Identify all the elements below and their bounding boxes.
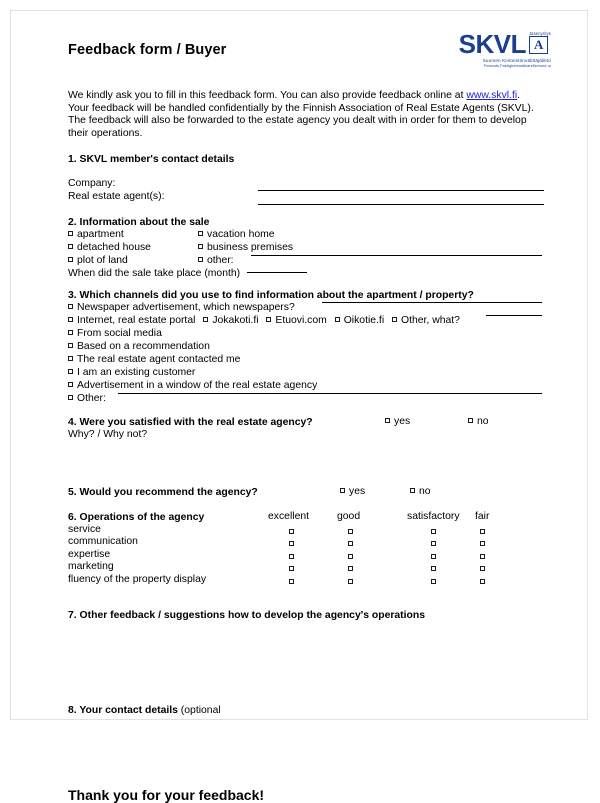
- column-header-good: good: [337, 510, 361, 522]
- option-label: Internet, real estate portal: [77, 315, 196, 327]
- option-label: no: [419, 485, 431, 497]
- checkbox-satisfied-yes[interactable]: [385, 416, 410, 427]
- checkbox-icon: [68, 356, 73, 361]
- option-label: apartment: [77, 229, 124, 241]
- option-label: Jokakoti.fi: [212, 315, 259, 327]
- option-label: yes: [349, 485, 366, 497]
- section-3-window-ad-row: [65, 380, 547, 393]
- checkbox-window-advertisement[interactable]: [68, 380, 317, 391]
- logo-subtitle-sv: Finlands Fastighetsmäklareförbund ry: [483, 64, 551, 68]
- channel-other-input-line[interactable]: [118, 393, 542, 394]
- section-1-write-lines: [258, 177, 544, 205]
- section-6-heading: 6. Operations of the agency: [68, 511, 205, 523]
- section-2-row-1: [65, 229, 547, 242]
- checkbox-icon: [266, 317, 271, 322]
- checkbox-icon: [480, 554, 485, 559]
- option-label: Newspaper advertisement, which newspapers?: [77, 302, 295, 314]
- portal-other-input-line[interactable]: [486, 315, 542, 316]
- section-4: [65, 416, 547, 441]
- checkbox-icon: [480, 529, 485, 534]
- section-3-other-row: [65, 393, 547, 406]
- checkbox-icon: [289, 554, 294, 559]
- sale-month-input-line[interactable]: [247, 272, 307, 273]
- checkbox-icon: [198, 244, 203, 249]
- checkbox-business-premises[interactable]: [198, 242, 293, 255]
- checkbox-newspaper-ad[interactable]: [68, 302, 295, 313]
- checkbox-icon: [289, 541, 294, 546]
- section-7-answer-area[interactable]: [65, 622, 547, 658]
- row-label-marketing: marketing: [68, 561, 114, 573]
- section-5-heading: 5. Would you recommend the agency?: [68, 486, 258, 498]
- checkbox-other-sale-type[interactable]: [198, 255, 234, 268]
- checkbox-icon: [68, 343, 73, 348]
- option-label: I am an existing customer: [77, 367, 196, 379]
- agent-input-line[interactable]: [258, 191, 544, 205]
- option-label: Based on a recommendation: [77, 341, 210, 353]
- closing-message: Thank you for your feedback!: [68, 786, 265, 803]
- skvl-website-link[interactable]: www.skvl.fi: [466, 90, 518, 101]
- section-7: [65, 609, 547, 658]
- option-label: From social media: [77, 328, 162, 340]
- section-3-agent-contacted-row: [65, 354, 547, 367]
- intro-text-before-link: We kindly ask you to fill in this feedback form. You can also provide feedback online at: [68, 90, 467, 101]
- sale-type-other-input-line[interactable]: [251, 255, 542, 256]
- section-2-when-row: [65, 267, 547, 280]
- checkbox-icon: [431, 566, 436, 571]
- checkbox-icon: [68, 382, 73, 387]
- checkbox-icon: [289, 579, 294, 584]
- checkbox-recommend-no[interactable]: [410, 486, 431, 497]
- checkbox-portal-other[interactable]: [392, 315, 460, 326]
- checkbox-icon: [468, 418, 473, 423]
- checkbox-icon: [392, 317, 397, 322]
- checkbox-oikotie[interactable]: [335, 315, 384, 326]
- checkbox-icon: [68, 231, 73, 236]
- checkbox-icon: [289, 566, 294, 571]
- option-label: yes: [394, 416, 411, 428]
- checkbox-vacation-home[interactable]: [198, 229, 275, 242]
- checkbox-jokakoti[interactable]: [203, 315, 258, 326]
- checkbox-detached-house[interactable]: [68, 242, 151, 253]
- section-3: [65, 289, 547, 406]
- option-label: detached house: [77, 241, 151, 253]
- newspaper-input-line[interactable]: [322, 302, 542, 303]
- checkbox-existing-customer[interactable]: [68, 367, 195, 378]
- section-4-followup: Why? / Why not?: [68, 429, 148, 441]
- logo-badge-letter: A: [529, 36, 548, 54]
- column-header-fair: fair: [475, 510, 490, 522]
- option-label: Advertisement in a window of the real estate agency: [77, 380, 318, 392]
- checkbox-icon: [335, 317, 340, 322]
- column-header-satisfactory: satisfactory: [407, 510, 460, 522]
- section-8: [65, 704, 547, 747]
- checkbox-icon: [480, 566, 485, 571]
- checkbox-icon: [340, 488, 345, 493]
- section-3-internet-row: [65, 315, 547, 328]
- option-label: plot of land: [77, 254, 128, 266]
- column-header-excellent: excellent: [268, 510, 310, 522]
- option-label: vacation home: [207, 229, 275, 241]
- row-label-communication: communication: [68, 536, 138, 548]
- checkbox-agent-contacted[interactable]: [68, 354, 240, 365]
- checkbox-icon: [431, 529, 436, 534]
- document-page: [10, 10, 588, 803]
- sale-month-label: When did the sale take place (month): [68, 268, 241, 280]
- section-8-heading-optional: (optional: [180, 704, 221, 716]
- logo-badge-caption: Jäsenyritys: [528, 31, 551, 36]
- agent-label: Real estate agent(s):: [68, 191, 165, 203]
- checkbox-fluency-satisfactory[interactable]: [431, 577, 440, 590]
- checkbox-internet-portal[interactable]: [68, 315, 195, 326]
- logo-badge: [529, 31, 551, 54]
- checkbox-icon: [68, 304, 73, 309]
- checkbox-icon: [348, 554, 353, 559]
- section-3-newspaper-row: [65, 302, 547, 315]
- section-8-heading: [65, 704, 547, 717]
- option-label: Etuovi.com: [275, 315, 327, 327]
- option-label: The real estate agent contacted me: [77, 354, 241, 366]
- checkbox-icon: [431, 554, 436, 559]
- section-6-header-row: [65, 511, 547, 524]
- checkbox-fluency-good[interactable]: [348, 577, 357, 590]
- option-label: Oikotie.fi: [343, 315, 385, 327]
- checkbox-icon: [289, 529, 294, 534]
- checkbox-recommendation[interactable]: [68, 341, 210, 352]
- document-header: [65, 29, 551, 81]
- checkbox-apartment[interactable]: [68, 229, 124, 240]
- checkbox-icon: [203, 317, 208, 322]
- checkbox-icon: [68, 244, 73, 249]
- checkbox-icon: [348, 529, 353, 534]
- checkbox-social-media[interactable]: [68, 328, 162, 339]
- checkbox-icon: [68, 330, 73, 335]
- section-3-social-row: [65, 328, 547, 341]
- row-label-expertise: expertise: [68, 548, 111, 560]
- checkbox-recommend-yes[interactable]: [340, 486, 365, 497]
- logo-wordmark: SKVL: [458, 29, 526, 59]
- row-label-service: service: [68, 523, 101, 535]
- table-row: [65, 549, 547, 562]
- row-label-fluency: fluency of the property display: [68, 573, 207, 585]
- checkbox-icon: [68, 317, 73, 322]
- table-row: [65, 561, 547, 574]
- skvl-logo: [431, 31, 551, 69]
- checkbox-icon: [385, 418, 390, 423]
- option-label: business premises: [207, 241, 294, 253]
- section-2-row-3: [65, 255, 547, 268]
- company-label: Company:: [68, 178, 116, 190]
- checkbox-icon: [348, 541, 353, 546]
- section-4-heading: 4. Were you satisfied with the real estate agency?: [68, 417, 313, 429]
- section-8-heading-bold: 8. Your contact details: [68, 704, 181, 716]
- checkbox-fluency-fair[interactable]: [480, 577, 489, 590]
- section-7-heading: 7. Other feedback / suggestions how to develop the agency's operations: [68, 609, 425, 621]
- option-label: no: [477, 416, 489, 428]
- table-row: [65, 574, 547, 587]
- section-3-heading: 3. Which channels did you use to find information about the apartment / property?: [68, 290, 474, 302]
- logo-wordmark-row: [431, 31, 551, 57]
- section-3-existing-customer-row: [65, 367, 547, 380]
- section-3-recommendation-row: [65, 341, 547, 354]
- logo-subtitle-fi: Suomen Kiinteistönvälittäjäliitto: [482, 58, 551, 63]
- checkbox-icon: [480, 541, 485, 546]
- section-1-labels: [68, 177, 164, 203]
- checkbox-channel-other[interactable]: [68, 393, 106, 404]
- checkbox-icon: [198, 231, 203, 236]
- section-2-heading: 2. Information about the sale: [68, 217, 210, 229]
- checkbox-icon: [68, 395, 73, 400]
- checkbox-icon: [68, 257, 73, 262]
- checkbox-satisfied-no[interactable]: [468, 416, 489, 427]
- option-label: Other, what?: [401, 315, 460, 327]
- checkbox-icon: [431, 579, 436, 584]
- option-label: Other:: [77, 393, 106, 405]
- checkbox-plot-of-land[interactable]: [68, 255, 128, 266]
- section-1-heading: 1. SKVL member's contact details: [68, 154, 235, 166]
- table-row: [65, 524, 547, 537]
- checkbox-icon: [348, 579, 353, 584]
- checkbox-fluency-excellent[interactable]: [289, 577, 298, 590]
- option-label: other:: [207, 254, 234, 266]
- document-body: [65, 29, 551, 803]
- section-6: [65, 511, 547, 587]
- checkbox-icon: [410, 488, 415, 493]
- section-5: [65, 486, 547, 500]
- checkbox-icon: [198, 257, 203, 262]
- company-input-line[interactable]: [258, 177, 544, 191]
- intro-text-after-link: . Your feedback will be handled confidentially by the Finnish Association of Real Estate Agents (SKVL). The feedback will also be forwarded to the estate agency you dealt with in order for them to develop their operations.: [68, 90, 534, 139]
- section-1-fields: [65, 177, 547, 207]
- checkbox-icon: [431, 541, 436, 546]
- checkbox-etuovi[interactable]: [266, 315, 326, 326]
- section-2: [65, 216, 547, 280]
- section-2-row-2: [65, 242, 547, 255]
- section-8-answer-area[interactable]: [65, 717, 547, 747]
- page-title: Feedback form / Buyer: [68, 42, 227, 58]
- table-row: [65, 536, 547, 549]
- checkbox-icon: [480, 579, 485, 584]
- checkbox-icon: [68, 369, 73, 374]
- checkbox-icon: [348, 566, 353, 571]
- intro-paragraph: [65, 90, 538, 140]
